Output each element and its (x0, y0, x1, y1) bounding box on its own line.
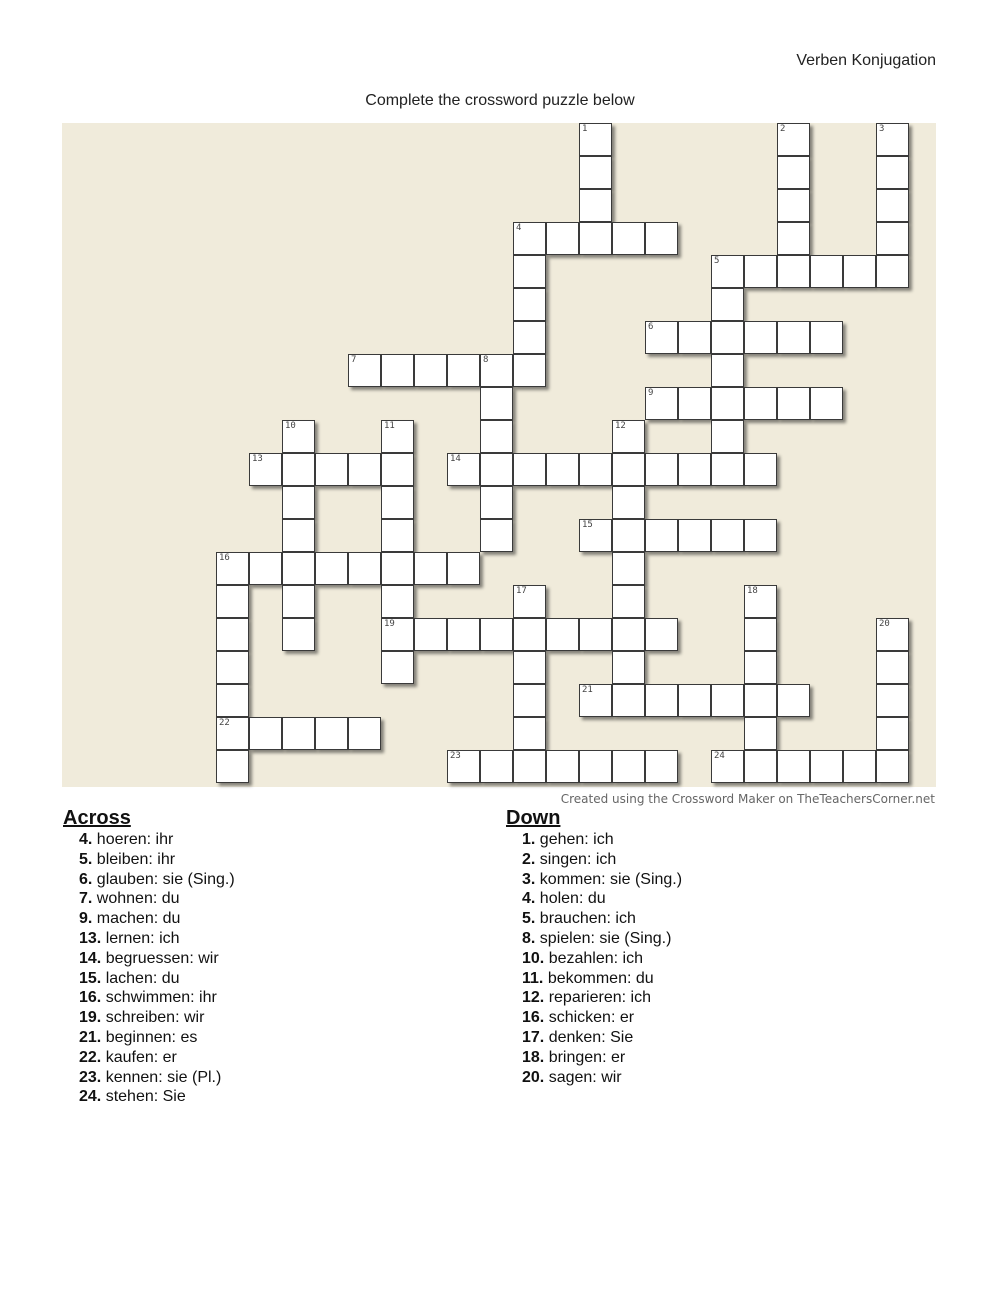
across-clue (79, 1068, 235, 1088)
grid-cell[interactable] (249, 552, 282, 585)
clue-number: 20 (879, 619, 890, 629)
grid-cell[interactable] (645, 321, 678, 354)
clue-number: 4. (79, 831, 93, 848)
across-clue (79, 1008, 235, 1028)
clue-text: bezahlen: ich (548, 949, 643, 967)
grid-cell[interactable] (777, 156, 810, 189)
clue-text: schicken: er (548, 1009, 635, 1027)
clue-number: 5. (79, 850, 93, 868)
grid-cell[interactable] (612, 420, 645, 453)
grid-cell[interactable] (546, 222, 579, 255)
grid-cell[interactable] (876, 750, 909, 783)
clue-number: 14. (79, 949, 102, 967)
clue-text: kommen: sie (Sing.) (539, 870, 683, 888)
grid-cell[interactable] (381, 420, 414, 453)
grid-cell[interactable] (744, 750, 777, 783)
grid-cell[interactable] (579, 123, 612, 156)
clue-number: 6 (648, 322, 654, 332)
clue-text: bekommen: du (547, 969, 654, 987)
down-heading: Down (506, 807, 561, 829)
grid-cell[interactable] (546, 750, 579, 783)
grid-cell[interactable] (645, 684, 678, 717)
grid-cell[interactable] (744, 321, 777, 354)
grid-cell[interactable] (777, 222, 810, 255)
grid-cell[interactable] (414, 618, 447, 651)
grid-cell[interactable] (711, 684, 744, 717)
grid-cell[interactable] (480, 453, 513, 486)
grid-cell[interactable] (480, 618, 513, 651)
clue-text: beginnen: es (105, 1028, 198, 1046)
grid-cell[interactable] (810, 387, 843, 420)
grid-cell[interactable] (612, 519, 645, 552)
grid-cell[interactable] (513, 354, 546, 387)
clue-text: glauben: sie (Sing.) (96, 870, 235, 888)
grid-cell[interactable] (678, 453, 711, 486)
grid-cell[interactable] (777, 123, 810, 156)
grid-cell[interactable] (381, 552, 414, 585)
clue-number: 24 (714, 751, 725, 761)
down-clue (522, 1068, 682, 1088)
clue-number: 19 (384, 619, 395, 629)
down-clue (522, 988, 682, 1008)
down-clue (522, 830, 682, 850)
clue-number: 18. (522, 1048, 545, 1066)
down-clue (522, 949, 682, 969)
grid-cell[interactable] (216, 585, 249, 618)
grid-cell[interactable] (447, 552, 480, 585)
clue-text: machen: du (96, 910, 181, 928)
clue-number: 15. (79, 969, 102, 987)
grid-cell[interactable] (480, 486, 513, 519)
crossword-grid (62, 123, 936, 787)
clue-text: denken: Sie (548, 1028, 634, 1046)
grid-cell[interactable] (513, 288, 546, 321)
grid-cell[interactable] (216, 684, 249, 717)
down-clue (522, 909, 682, 929)
grid-cell[interactable] (612, 651, 645, 684)
grid-cell[interactable] (381, 651, 414, 684)
grid-cell[interactable] (579, 750, 612, 783)
grid-cell[interactable] (282, 552, 315, 585)
grid-cell[interactable] (876, 222, 909, 255)
grid-cell[interactable] (579, 156, 612, 189)
grid-cell[interactable] (678, 684, 711, 717)
grid-cell[interactable] (513, 585, 546, 618)
grid-cell[interactable] (513, 618, 546, 651)
clue-text: lernen: ich (105, 929, 180, 947)
clue-number: 11. (522, 969, 544, 987)
clue-text: spielen: sie (Sing.) (539, 929, 672, 947)
grid-cell[interactable] (480, 519, 513, 552)
grid-cell[interactable] (612, 585, 645, 618)
grid-cell[interactable] (876, 618, 909, 651)
grid-cell[interactable] (282, 717, 315, 750)
clue-number: 18 (747, 586, 758, 596)
grid-cell[interactable] (876, 255, 909, 288)
clue-number: 13 (252, 454, 263, 464)
clue-number: 17. (522, 1028, 545, 1046)
grid-cell[interactable] (447, 618, 480, 651)
clue-text: gehen: ich (539, 831, 614, 848)
grid-cell[interactable] (612, 684, 645, 717)
grid-cell[interactable] (381, 354, 414, 387)
clue-number: 17 (516, 586, 527, 596)
grid-cell[interactable] (249, 453, 282, 486)
clue-text: brauchen: ich (539, 910, 636, 928)
grid-cell[interactable] (876, 717, 909, 750)
grid-cell[interactable] (744, 255, 777, 288)
grid-cell[interactable] (678, 321, 711, 354)
grid-cell[interactable] (711, 387, 744, 420)
grid-cell[interactable] (348, 717, 381, 750)
grid-cell[interactable] (843, 750, 876, 783)
grid-cell[interactable] (447, 453, 480, 486)
grid-cell[interactable] (744, 684, 777, 717)
clue-number: 12 (615, 421, 626, 431)
down-clue-list (506, 830, 682, 1087)
clue-number: 1 (582, 124, 588, 134)
grid-cell[interactable] (645, 453, 678, 486)
grid-cell[interactable] (744, 387, 777, 420)
clue-number: 23 (450, 751, 461, 761)
clue-text: sagen: wir (548, 1068, 622, 1086)
clue-text: begruessen: wir (105, 949, 219, 967)
across-clue (79, 850, 235, 870)
clue-text: kennen: sie (Pl.) (105, 1068, 222, 1086)
grid-cell[interactable] (381, 486, 414, 519)
clue-number: 2. (522, 850, 536, 868)
grid-cell[interactable] (546, 453, 579, 486)
clue-number: 22. (79, 1048, 102, 1066)
grid-cell[interactable] (810, 321, 843, 354)
grid-cell[interactable] (216, 717, 249, 750)
clue-number: 12. (522, 989, 545, 1007)
across-clue (79, 969, 235, 989)
grid-cell[interactable] (777, 750, 810, 783)
grid-cell[interactable] (876, 123, 909, 156)
grid-cell[interactable] (612, 222, 645, 255)
clue-number: 21. (79, 1028, 102, 1046)
grid-cell[interactable] (216, 618, 249, 651)
grid-cell[interactable] (348, 453, 381, 486)
grid-cell[interactable] (612, 618, 645, 651)
grid-cell[interactable] (216, 750, 249, 783)
clue-number: 10 (285, 421, 296, 431)
grid-cell[interactable] (711, 354, 744, 387)
clue-number: 8. (522, 929, 536, 947)
grid-cell[interactable] (315, 717, 348, 750)
grid-cell[interactable] (216, 651, 249, 684)
clue-number: 1. (522, 831, 536, 848)
grid-cell[interactable] (711, 288, 744, 321)
clue-number: 5 (714, 256, 720, 266)
grid-cell[interactable] (612, 750, 645, 783)
grid-cell[interactable] (513, 750, 546, 783)
clue-text: holen: du (539, 890, 606, 908)
grid-cell[interactable] (876, 156, 909, 189)
grid-cell[interactable] (447, 750, 480, 783)
grid-cell[interactable] (381, 618, 414, 651)
across-heading: Across (63, 807, 131, 829)
grid-cell[interactable] (282, 519, 315, 552)
grid-cell[interactable] (876, 651, 909, 684)
grid-cell[interactable] (744, 717, 777, 750)
down-clue (522, 1048, 682, 1068)
grid-cell[interactable] (645, 618, 678, 651)
grid-cell[interactable] (480, 750, 513, 783)
across-clue (79, 889, 235, 909)
grid-cell[interactable] (381, 585, 414, 618)
clue-number: 7 (351, 355, 357, 365)
grid-cell[interactable] (282, 618, 315, 651)
grid-cell[interactable] (843, 255, 876, 288)
grid-cell[interactable] (480, 354, 513, 387)
down-clue (522, 889, 682, 909)
clue-number: 22 (219, 718, 230, 728)
grid-cell[interactable] (282, 420, 315, 453)
clue-number: 4. (522, 890, 536, 908)
clue-text: reparieren: ich (548, 989, 651, 1007)
grid-cell[interactable] (711, 453, 744, 486)
grid-cell[interactable] (513, 453, 546, 486)
clue-number: 6. (79, 870, 93, 888)
grid-cell[interactable] (645, 222, 678, 255)
grid-cell[interactable] (711, 255, 744, 288)
grid-cell[interactable] (579, 519, 612, 552)
grid-cell[interactable] (447, 354, 480, 387)
grid-cell[interactable] (480, 387, 513, 420)
grid-cell[interactable] (744, 453, 777, 486)
grid-cell[interactable] (513, 684, 546, 717)
clue-text: hoeren: ihr (96, 831, 174, 848)
grid-cell[interactable] (612, 552, 645, 585)
grid-cell[interactable] (744, 585, 777, 618)
clue-number: 14 (450, 454, 461, 464)
clue-text: bringen: er (548, 1048, 626, 1066)
grid-cell[interactable] (249, 717, 282, 750)
grid-cell[interactable] (777, 255, 810, 288)
clue-number: 7. (79, 890, 93, 908)
down-clue (522, 969, 682, 989)
clue-number: 11 (384, 421, 395, 431)
grid-cell[interactable] (513, 255, 546, 288)
clue-number: 3. (522, 870, 536, 888)
grid-cell[interactable] (612, 486, 645, 519)
grid-cell[interactable] (711, 321, 744, 354)
instructions: Complete the crossword puzzle below (365, 92, 635, 109)
grid-cell[interactable] (777, 387, 810, 420)
clue-text: bleiben: ihr (96, 850, 176, 868)
across-clues (63, 806, 235, 1107)
across-clue (79, 830, 235, 850)
grid-cell[interactable] (579, 618, 612, 651)
down-clue (522, 1028, 682, 1048)
grid-cell[interactable] (513, 222, 546, 255)
grid-cell[interactable] (282, 486, 315, 519)
across-clue (79, 1087, 235, 1107)
grid-cell[interactable] (744, 618, 777, 651)
clue-number: 16 (219, 553, 230, 563)
clue-text: stehen: Sie (105, 1088, 186, 1106)
grid-cell[interactable] (711, 420, 744, 453)
clue-number: 21 (582, 685, 593, 695)
across-clue (79, 1028, 235, 1048)
grid-cell[interactable] (711, 750, 744, 783)
grid-cell[interactable] (513, 321, 546, 354)
clue-number: 10. (522, 949, 545, 967)
clue-number: 24. (79, 1088, 102, 1106)
grid-cell[interactable] (348, 552, 381, 585)
clue-text: lachen: du (105, 969, 180, 987)
clue-text: schwimmen: ihr (105, 989, 217, 1007)
clue-number: 13. (79, 929, 102, 947)
clue-number: 16. (79, 989, 102, 1007)
grid-cell[interactable] (777, 684, 810, 717)
grid-cell[interactable] (216, 552, 249, 585)
grid-cell[interactable] (480, 420, 513, 453)
clue-number: 3 (879, 124, 885, 134)
grid-cell[interactable] (579, 222, 612, 255)
down-clue (522, 870, 682, 890)
grid-cell[interactable] (348, 354, 381, 387)
clue-text: wohnen: du (96, 890, 180, 908)
grid-cell[interactable] (381, 453, 414, 486)
across-clue (79, 909, 235, 929)
across-clue (79, 870, 235, 890)
grid-cell[interactable] (381, 519, 414, 552)
grid-cell[interactable] (414, 552, 447, 585)
grid-cell[interactable] (579, 684, 612, 717)
grid-cell[interactable] (579, 453, 612, 486)
grid-cell[interactable] (513, 717, 546, 750)
grid-cell[interactable] (414, 354, 447, 387)
down-clue (522, 929, 682, 949)
grid-cell[interactable] (645, 387, 678, 420)
clue-number: 15 (582, 520, 593, 530)
across-clue (79, 988, 235, 1008)
grid-cell[interactable] (678, 387, 711, 420)
clue-number: 19. (79, 1009, 102, 1027)
clue-number: 5. (522, 910, 536, 928)
grid-cell[interactable] (777, 189, 810, 222)
clue-number: 8 (483, 355, 489, 365)
grid-cell[interactable] (744, 519, 777, 552)
down-clue (522, 850, 682, 870)
grid-cell[interactable] (612, 453, 645, 486)
grid-cell[interactable] (513, 651, 546, 684)
clue-number: 16. (522, 1009, 545, 1027)
clue-number: 9. (79, 910, 93, 928)
grid-cell[interactable] (810, 255, 843, 288)
grid-cell[interactable] (810, 750, 843, 783)
clue-text: singen: ich (539, 850, 617, 868)
grid-cell[interactable] (744, 651, 777, 684)
down-clue (522, 1008, 682, 1028)
across-clue-list (63, 830, 235, 1107)
grid-cell[interactable] (546, 618, 579, 651)
grid-cell[interactable] (711, 519, 744, 552)
across-clue (79, 1048, 235, 1068)
grid-cell[interactable] (777, 321, 810, 354)
clue-text: kaufen: er (105, 1048, 177, 1066)
down-clues (506, 806, 682, 1087)
grid-cell[interactable] (579, 189, 612, 222)
clue-number: 2 (780, 124, 786, 134)
grid-cell[interactable] (315, 552, 348, 585)
clue-text: schreiben: wir (105, 1009, 205, 1027)
grid-cell[interactable] (645, 750, 678, 783)
grid-cell[interactable] (876, 189, 909, 222)
clue-number: 9 (648, 388, 654, 398)
across-clue (79, 949, 235, 969)
credit-line: Created using the Crossword Maker on TheTeachersCorner.net (560, 792, 935, 806)
grid-cell[interactable] (645, 519, 678, 552)
grid-cell[interactable] (282, 453, 315, 486)
grid-cell[interactable] (282, 585, 315, 618)
grid-cell[interactable] (678, 519, 711, 552)
clue-number: 20. (522, 1068, 545, 1086)
grid-cell[interactable] (315, 453, 348, 486)
across-clue (79, 929, 235, 949)
clue-number: 23. (79, 1068, 102, 1086)
grid-cell[interactable] (876, 684, 909, 717)
clue-number: 4 (516, 223, 522, 233)
document-title: Verben Konjugation (796, 52, 936, 69)
